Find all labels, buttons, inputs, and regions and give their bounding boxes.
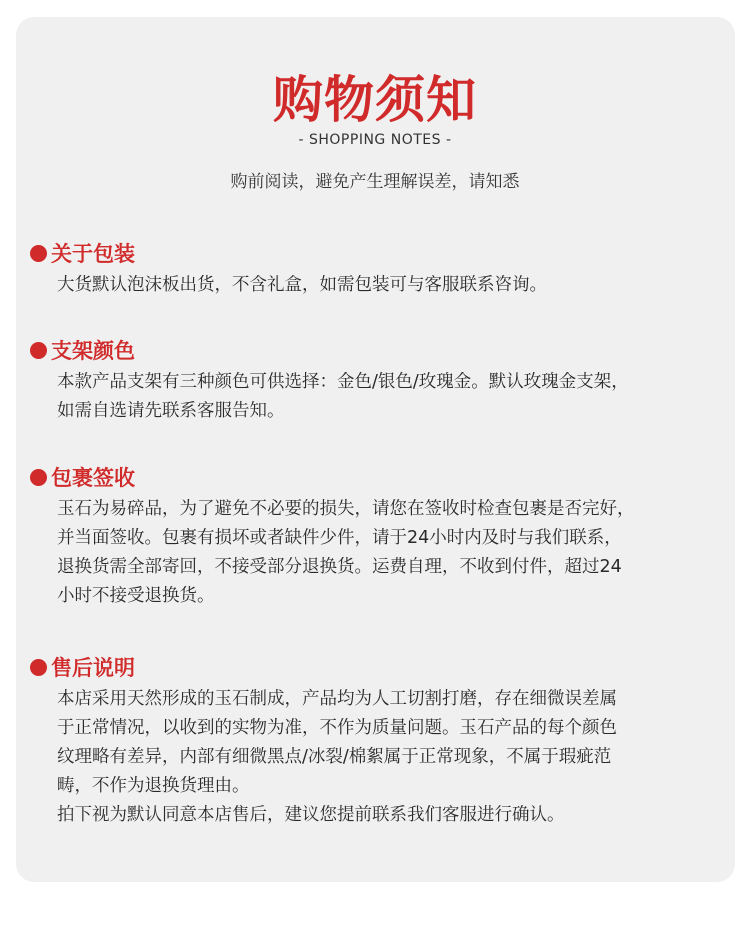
bullet-dot-icon	[30, 659, 47, 676]
section-text-line: 退换货需全部寄回，不接受部分退换货。运费自理，不收到付件，超过24	[57, 557, 622, 577]
section-text-line: 于正常情况，以收到的实物为准，不作为质量问题。玉石产品的每个颜色	[57, 718, 617, 738]
page-subtitle: - SHOPPING NOTES -	[298, 132, 452, 148]
section-heading: 包裹签收	[51, 466, 135, 490]
section-text-line: 玉石为易碎品，为了避免不必要的损失，请您在签收时检查包裹是否完好，	[57, 499, 635, 519]
section-text-line: 如需自选请先联系客服告知。	[57, 401, 285, 421]
section-heading: 支架颜色	[51, 339, 135, 363]
section-text-line: 拍下视为默认同意本店售后，建议您提前联系我们客服进行确认。	[57, 805, 565, 825]
bullet-dot-icon	[30, 342, 47, 359]
section-after-sales	[30, 652, 730, 830]
page-title: 购物须知	[273, 71, 477, 129]
bullet-dot-icon	[30, 469, 47, 486]
bullet-dot-icon	[30, 245, 47, 262]
section-text-line: 纹理略有差异，内部有细微黑点/冰裂/棉絮属于正常现象，不属于瑕疵范	[57, 747, 612, 767]
section-delivery-receipt	[30, 462, 730, 611]
section-text-line: 本店采用天然形成的玉石制成，产品均为人工切割打磨，存在细微误差属	[57, 689, 617, 709]
intro-text: 购前阅读，避免产生理解误差，请知悉	[230, 172, 520, 192]
section-text-line: 小时不接受退换货。	[57, 586, 215, 606]
section-heading: 关于包装	[51, 242, 135, 266]
section-stand-color	[30, 335, 730, 426]
section-text-line: 并当面签收。包裹有损坏或者缺件少件，请于24小时内及时与我们联系，	[57, 528, 622, 548]
section-text-line: 本款产品支架有三种颜色可供选择：金色/银色/玫瑰金。默认玫瑰金支架，	[57, 372, 629, 392]
section-text-line: 畴，不作为退换货理由。	[57, 776, 250, 796]
section-packaging	[30, 238, 730, 300]
section-heading: 售后说明	[51, 656, 135, 680]
section-text-line: 大货默认泡沫板出货，不含礼盒，如需包装可与客服联系咨询。	[57, 275, 547, 295]
